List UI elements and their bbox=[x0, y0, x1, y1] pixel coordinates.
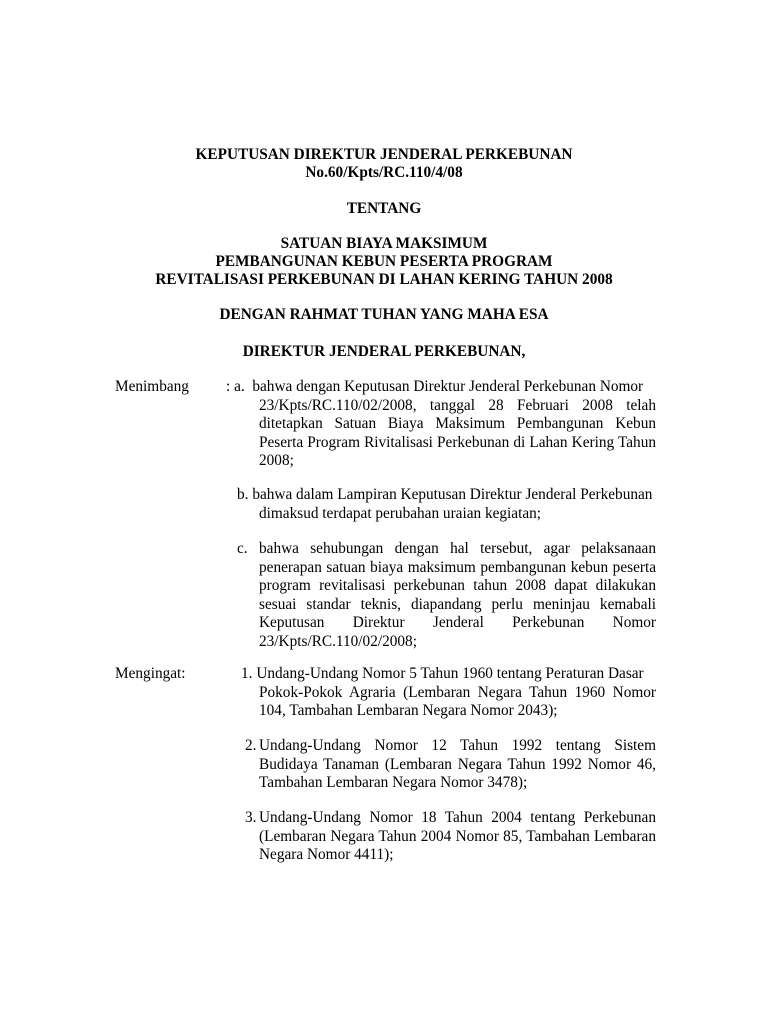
item-marker: b. bbox=[237, 486, 249, 503]
item-continuation: Pokok-Pokok Agraria (Lembaran Negara Tahun 1960 Nomor 104, Tambahan Lembaran Negara Nomor 2043); bbox=[259, 683, 656, 720]
item-continuation: 23/Kpts/RC.110/02/2008, tanggal 28 Februari 2008 telah ditetapkan Satuan Biaya Maksimum Pembangunan Kebun Peserta Program Rivitalisasi Perkebunan di Lahan Kering Tahun 2008; bbox=[259, 396, 656, 470]
item-continuation: penerapan satuan biaya maksimum pembangunan kebun peserta program revitalisasi perkebunan tahun 2008 dapat dilakukan sesuai standar teknis, diapandang perlu meninjau kemabali Keputusan Direktur Jenderal Perkebunan Nomor 23/Kpts/RC.110/02/2008; bbox=[259, 558, 656, 650]
menimbang-item-a bbox=[226, 378, 656, 471]
decree-number: No.60/Kpts/RC.110/4/08 bbox=[305, 164, 463, 181]
authority-line: DIREKTUR JENDERAL PERKEBUNAN, bbox=[242, 343, 526, 360]
item-continuation: dimaksud terdapat perubahan uraian kegiatan; bbox=[259, 504, 542, 522]
mengingat-label: Mengingat: bbox=[115, 665, 186, 682]
item-first-line bbox=[241, 665, 656, 684]
about-heading: TENTANG bbox=[346, 200, 422, 217]
menimbang-label: Menimbang bbox=[115, 378, 189, 395]
subject-line-1: SATUAN BIAYA MAKSIMUM bbox=[280, 235, 488, 252]
mengingat-item-3 bbox=[245, 809, 656, 865]
blessing-line: DENGAN RAHMAT TUHAN YANG MAHA ESA bbox=[219, 306, 549, 323]
mengingat-item-1 bbox=[241, 665, 656, 721]
decree-title: KEPUTUSAN DIREKTUR JENDERAL PERKEBUNAN bbox=[195, 146, 573, 163]
item-first-line bbox=[245, 809, 656, 828]
item-marker: 3. bbox=[245, 809, 257, 826]
item-continuation: Budidaya Tanaman (Lembaran Negara Tahun 1992 Nomor 46, Tambahan Lembaran Negara Nomor 3478); bbox=[259, 755, 656, 792]
item-first-line bbox=[245, 737, 656, 756]
item-first-line bbox=[237, 540, 656, 559]
item-first-line bbox=[226, 378, 656, 397]
mengingat-item-2 bbox=[245, 737, 656, 793]
item-text: Undang-Undang Nomor 18 Tahun 2004 tentang Perkebunan bbox=[259, 809, 656, 826]
item-marker: 1. bbox=[241, 665, 253, 682]
item-text: Undang-Undang Nomor 12 Tahun 1992 tentang Sistem bbox=[259, 737, 656, 754]
subject-line-3: REVITALISASI PERKEBUNAN DI LAHAN KERING TAHUN 2008 bbox=[155, 271, 613, 288]
subject-line-2: PEMBANGUNAN KEBUN PESERTA PROGRAM bbox=[215, 253, 553, 270]
item-text: Undang-Undang Nomor 5 Tahun 1960 tentang Peraturan Dasar bbox=[256, 665, 644, 682]
item-text: bahwa dengan Keputusan Direktur Jenderal Perkebunan Nomor bbox=[252, 378, 644, 395]
item-first-line bbox=[237, 486, 656, 505]
item-marker: 2. bbox=[245, 737, 257, 754]
item-text: bahwa sehubungan dengan hal tersebut, agar pelaksanaan bbox=[259, 540, 656, 557]
item-continuation: (Lembaran Negara Tahun 2004 Nomor 85, Tambahan Lembaran Negara Nomor 4411); bbox=[259, 827, 656, 864]
item-marker: : a. bbox=[226, 378, 245, 395]
menimbang-item-c bbox=[237, 540, 656, 652]
menimbang-item-b bbox=[237, 486, 656, 523]
item-text: bahwa dalam Lampiran Keputusan Direktur Jenderal Perkebunan bbox=[252, 486, 653, 503]
item-marker: c. bbox=[237, 540, 248, 557]
